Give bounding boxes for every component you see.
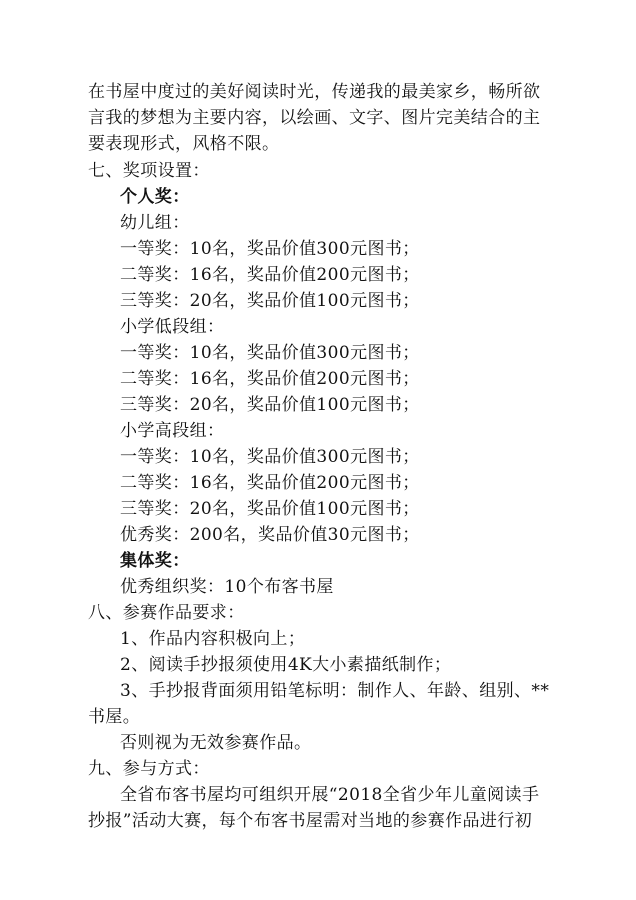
- requirement-item: 1、作品内容积极向上；: [120, 629, 306, 649]
- individual-award-title: 个人奖：: [120, 187, 190, 207]
- participation-line-2: 抄报”活动大赛，每个布客书屋需对当地的参赛作品进行初: [88, 811, 533, 831]
- participation-line-1: 全省布客书屋均可组织开展“2018全省少年儿童阅读手: [120, 785, 540, 805]
- prize-line: 三等奖：20名，奖品价值100元图书；: [120, 395, 420, 415]
- prize-line: 一等奖：10名，奖品价值300元图书；: [120, 447, 420, 467]
- invalid-entry-note: 否则视为无效参赛作品。: [120, 733, 312, 753]
- group-primary-upper-label: 小学高段组：: [120, 421, 225, 441]
- requirement-item: 3、手抄报背面须用铅笔标明：制作人、年龄、组别、**: [120, 681, 550, 701]
- prize-line: 优秀奖：200名，奖品价值30元图书；: [120, 525, 420, 545]
- group-kindergarten-label: 幼儿组：: [120, 213, 190, 233]
- requirement-item: 2、阅读手抄报须使用4K大小素描纸制作；: [120, 655, 452, 675]
- prize-line: 三等奖：20名，奖品价值100元图书；: [120, 499, 420, 519]
- prize-line: 一等奖：10名，奖品价值300元图书；: [120, 343, 420, 363]
- section-9-heading: 九、参与方式：: [88, 759, 210, 779]
- prize-line: 三等奖：20名，奖品价值100元图书；: [120, 291, 420, 311]
- section-8-heading: 八、参赛作品要求：: [88, 603, 245, 623]
- collective-prize-line: 优秀组织奖：10个布客书屋: [120, 577, 334, 597]
- group-primary-lower-label: 小学低段组：: [120, 317, 225, 337]
- prize-line: 二等奖：16名，奖品价值200元图书；: [120, 473, 420, 493]
- intro-line-3: 要表现形式，风格不限。: [88, 134, 280, 154]
- collective-award-title: 集体奖：: [120, 551, 190, 571]
- prize-line: 二等奖：16名，奖品价值200元图书；: [120, 265, 420, 285]
- section-7-heading: 七、奖项设置：: [88, 161, 210, 181]
- requirement-item-continuation: 书屋。: [88, 707, 141, 727]
- intro-line-2: 言我的梦想为主要内容，以绘画、文字、图片完美结合的主: [88, 108, 541, 128]
- intro-line-1: 在书屋中度过的美好阅读时光，传递我的最美家乡，畅所欲: [88, 82, 541, 102]
- prize-line: 一等奖：10名，奖品价值300元图书；: [120, 239, 420, 259]
- prize-line: 二等奖：16名，奖品价值200元图书；: [120, 369, 420, 389]
